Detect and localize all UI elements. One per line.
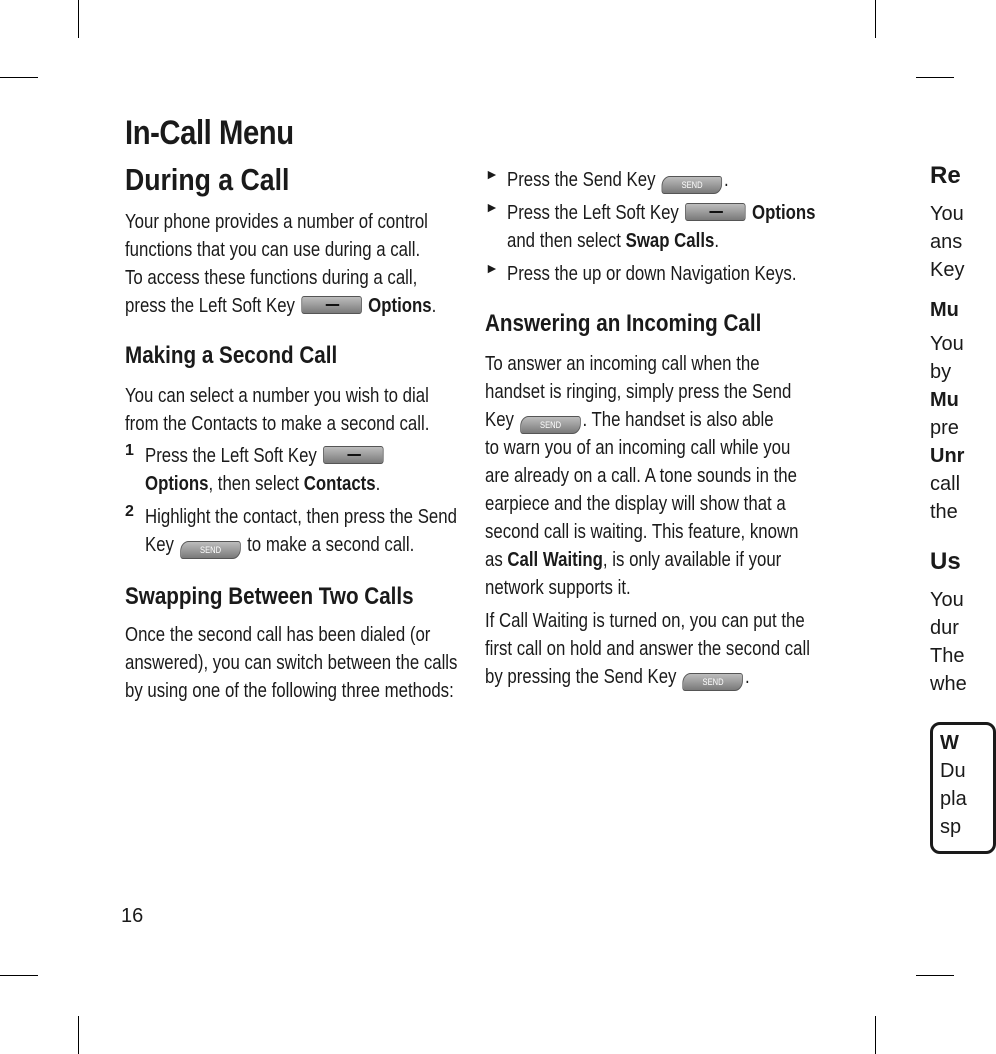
warning-box [930, 722, 996, 854]
text-line: ans [930, 231, 963, 253]
arrow-bullet-icon: ► [485, 166, 499, 182]
page-number: 16 [121, 905, 144, 927]
text-line: call [930, 473, 961, 495]
text-fragment: by pressing the Send Key [485, 666, 677, 688]
method-bullet-1 [485, 166, 825, 194]
text-line: earpiece and the display will show that a [485, 493, 786, 515]
punctuation: . [714, 230, 720, 252]
text-line: answered), you can switch between the calls [125, 652, 458, 674]
step-2 [125, 503, 465, 559]
text-line: To answer an incoming call when the [485, 353, 760, 375]
text-fragment: as [485, 549, 503, 571]
crop-mark [916, 77, 954, 78]
contacts-label: Contacts [303, 473, 376, 495]
text-line: are already on a call. A tone sounds in the [485, 465, 797, 487]
text-line: pre [930, 417, 959, 439]
swapping-paragraph [125, 621, 465, 705]
text-line: Press the Left Soft Key [145, 445, 317, 467]
left-column [125, 112, 465, 709]
send-key-icon: SEND [520, 416, 580, 434]
text-line: handset is ringing, simply press the Send [485, 381, 792, 403]
text-line: Du [940, 760, 966, 782]
text-fragment: Key [485, 409, 514, 431]
text-line: Key [930, 259, 965, 281]
text-fragment: , is only available if your [602, 549, 782, 571]
left-soft-key-icon [685, 203, 745, 221]
text-line: If Call Waiting is turned on, you can put the [485, 610, 805, 632]
answering-paragraph [485, 350, 825, 602]
crop-mark [875, 1016, 876, 1054]
text-line: by [930, 361, 952, 383]
text-line: to warn you of an incoming call while you [485, 437, 791, 459]
method-bullet-3 [485, 260, 825, 288]
options-label: Options [368, 295, 432, 317]
step-1 [125, 442, 465, 498]
text-line: press the Left Soft Key [125, 295, 295, 317]
text-line: second call is waiting. This feature, known [485, 521, 799, 543]
text-line: Your phone provides a number of control [125, 211, 428, 233]
text-line: by using one of the following three methods: [125, 680, 454, 702]
crop-mark [0, 975, 38, 976]
text-fragment: Press the Left Soft Key [507, 202, 679, 224]
middle-column [485, 166, 825, 695]
call-waiting-label: Call Waiting [507, 549, 603, 571]
crop-mark [78, 0, 79, 38]
section-heading-during-call: During a Call [125, 162, 290, 197]
intro-paragraph [125, 208, 465, 320]
text-line: You [930, 203, 964, 225]
left-soft-key-icon [301, 296, 361, 314]
punctuation: . [431, 295, 437, 317]
send-key-icon: SEND [683, 673, 743, 691]
text-line: the [930, 501, 958, 523]
text-line: network supports it. [485, 577, 631, 599]
partial-subheading: Mu [930, 299, 959, 321]
arrow-bullet-icon: ► [485, 260, 499, 276]
text-fragment: . The handset is also able [582, 409, 774, 431]
send-key-icon: SEND [662, 176, 722, 194]
swap-calls-label: Swap Calls [625, 230, 715, 252]
punctuation: . [375, 473, 381, 495]
partial-heading: Us [930, 548, 961, 575]
left-soft-key-icon [323, 446, 383, 464]
text-fragment: Press the Send Key [507, 169, 656, 191]
text-line: You [930, 589, 964, 611]
crop-mark [78, 1016, 79, 1054]
send-key-icon: SEND [180, 541, 240, 559]
section-heading-answering: Answering an Incoming Call [485, 310, 762, 337]
warning-title: W [940, 732, 959, 754]
section-heading-swapping: Swapping Between Two Calls [125, 583, 414, 610]
text-line: Unr [930, 445, 965, 467]
text-line: whe [930, 673, 967, 695]
step-number: 2 [125, 503, 134, 520]
partial-heading: Re [930, 162, 961, 189]
text-line: from the Contacts to make a second call. [125, 413, 430, 435]
text-line: pla [940, 788, 967, 810]
crop-mark [0, 77, 38, 78]
text-line: You [930, 333, 964, 355]
text-fragment: and then select [507, 230, 621, 252]
crop-mark [875, 0, 876, 38]
text-line: Press the up or down Navigation Keys. [507, 263, 797, 285]
text-line: Highlight the contact, then press the Send [145, 506, 457, 528]
text-line: The [930, 645, 965, 667]
punctuation: . [744, 666, 750, 688]
text-line: first call on hold and answer the second call [485, 638, 810, 660]
options-label: Options [752, 202, 816, 224]
punctuation: . [724, 169, 729, 191]
text-line: dur [930, 617, 959, 639]
text-line: You can select a number you wish to dial [125, 385, 429, 407]
page-title: In-Call Menu [125, 114, 294, 152]
text-fragment: to make a second call. [247, 534, 415, 556]
crop-mark [916, 975, 954, 976]
text-line: Once the second call has been dialed (or [125, 624, 431, 646]
text-line: sp [940, 816, 962, 838]
text-fragment: , then select [208, 473, 300, 495]
second-call-paragraph [125, 382, 465, 438]
text-line: Mu [930, 389, 959, 411]
options-label: Options [145, 473, 209, 495]
step-number: 1 [125, 442, 134, 459]
method-bullet-2 [485, 199, 825, 255]
text-line: To access these functions during a call, [125, 267, 418, 289]
text-line: functions that you can use during a call. [125, 239, 421, 261]
text-fragment: Key [145, 534, 174, 556]
arrow-bullet-icon: ► [485, 199, 499, 215]
call-waiting-paragraph [485, 607, 825, 691]
section-heading-second-call: Making a Second Call [125, 342, 338, 369]
